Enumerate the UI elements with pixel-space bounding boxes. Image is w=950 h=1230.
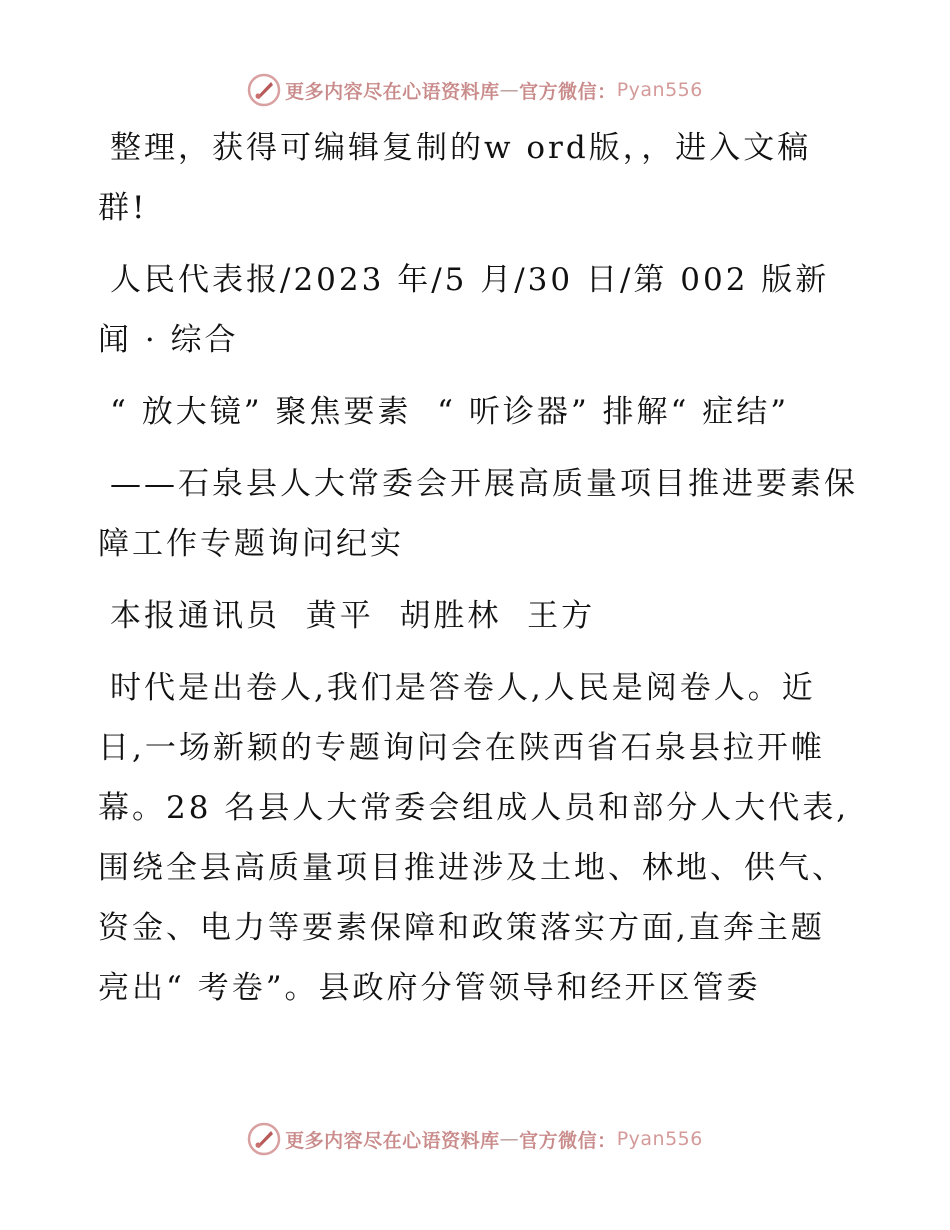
article-subtitle: ——石泉县人大常委会开展高质量项目推进要素保障工作专题询问纪实	[98, 466, 858, 562]
watermark-separator: —	[499, 79, 520, 101]
watermark-wechat-id: Pyan556	[616, 1128, 703, 1150]
note-paragraph: 整理，获得可编辑复制的w ord版，，进入文稿群!	[98, 130, 812, 226]
header-watermark	[0, 73, 950, 107]
watermark-text: 更多内容尽在心语资料库	[285, 1129, 500, 1152]
watermark-wechat-label: 官方微信：	[519, 80, 617, 103]
quill-logo-icon	[247, 73, 281, 107]
watermark-text: 更多内容尽在心语资料库	[285, 80, 500, 103]
watermark-wechat-label: 官方微信：	[519, 1129, 617, 1152]
watermark-separator: —	[499, 1128, 520, 1150]
quill-logo-icon	[247, 1122, 281, 1156]
article-title: “ 放大镜” 聚焦要素 “ 听诊器” 排解“ 症结”	[110, 394, 790, 430]
body-paragraph: 时代是出卷人,我们是答卷人,人民是阅卷人。近日,一场新颖的专题询问会在陕西省石泉县拉开帷幕。28 名县人大常委会组成人员和部分人大代表,围绕全县高质量项目推进涉及土地、林地、供气、资金、电力等要素保障和政策落实方面,直奔主题亮出“ 考卷”。县政府分管领导和经开区管委	[98, 670, 850, 1006]
source-line: 人民代表报/2023 年/5 月/30 日/第 002 版新闻 · 综合	[98, 262, 830, 358]
watermark-wechat-id: Pyan556	[616, 79, 703, 101]
byline: 本报通讯员 黄平 胡胜林 王方	[110, 598, 596, 634]
footer-watermark	[0, 1122, 950, 1156]
document-body	[98, 118, 858, 1030]
